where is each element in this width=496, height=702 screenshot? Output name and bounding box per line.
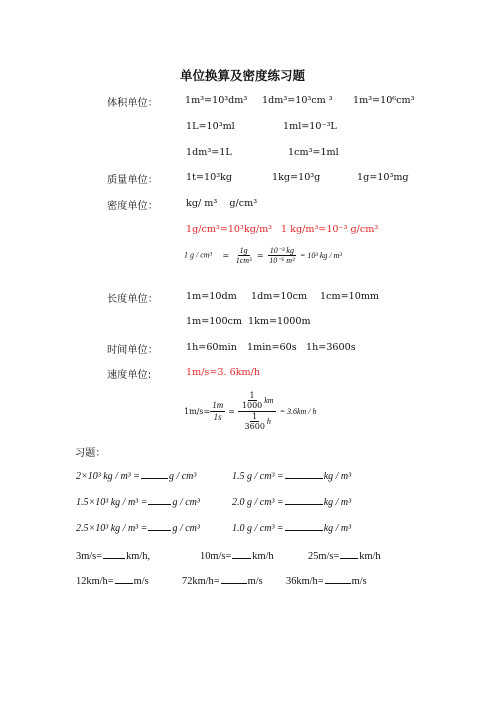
answer-blank[interactable]	[340, 548, 358, 559]
answer-blank[interactable]	[325, 573, 351, 584]
speed-derivation: 1m/s= $\frac{1m}{1s}$ = $\frac{1}{1000}$ km $\frac{1}{3600}$ h = 3.6km / h	[184, 391, 317, 431]
density-label: 密度单位：	[107, 201, 158, 212]
exercise-speed: 12km/h= m/s	[76, 573, 149, 587]
exercise-speed: 10m/s= km/h	[200, 548, 274, 562]
time-label: 时间单位：	[107, 345, 158, 356]
exercise-density: 2.5×10³ kg / m³ = g / cm³	[76, 520, 200, 534]
length-item: 1cm=10mm	[320, 291, 380, 302]
time-item: 1h=3600s	[306, 342, 356, 353]
answer-blank[interactable]	[103, 548, 125, 559]
page-title: 单位换算及密度练习题	[180, 68, 306, 83]
answer-blank[interactable]	[115, 573, 133, 584]
volume-label: 体积单位：	[107, 98, 158, 109]
volume-item: 1ml=10⁻³L	[283, 121, 337, 132]
fraction: $\frac{\text{10⁻³ kg}}{\text{10⁻⁶ m³}}$	[269, 246, 295, 266]
fraction: $\frac{1m}{1s}$	[212, 400, 224, 422]
fraction: $\frac{1}{3600}$	[244, 411, 265, 431]
density-units: kg/ m³ g/cm³	[186, 198, 258, 209]
time-item: 1h=60min	[186, 342, 237, 353]
volume-item: 1L=10³ml	[186, 121, 235, 132]
volume-item: 1m³=10⁶cm³	[353, 95, 415, 106]
mass-item: 1t=10³kg	[186, 172, 233, 183]
answer-blank[interactable]	[285, 494, 323, 505]
density-conversion: 1 kg/m³=10⁻³ g/cm³	[281, 224, 379, 235]
mass-item: 1g=10³mg	[357, 172, 409, 183]
exercise-density: 1.5×10³ kg / m³ = g / cm³	[76, 494, 200, 508]
length-item: 1km=1000m	[248, 316, 311, 327]
answer-blank[interactable]	[232, 548, 251, 559]
speed-conversion: 1m/s=3. 6km/h	[186, 367, 261, 378]
volume-item: 1cm³=1ml	[288, 147, 339, 158]
length-item: 1m=100cm	[186, 316, 243, 327]
length-item: 1dm=10cm	[251, 291, 308, 302]
answer-blank[interactable]	[148, 494, 171, 505]
volume-item: 1dm³=10³cm ³	[262, 95, 333, 106]
length-label: 长度单位：	[107, 294, 158, 305]
speed-label: 速度单位:	[107, 370, 152, 381]
answer-blank[interactable]	[221, 573, 247, 584]
answer-blank[interactable]	[285, 520, 323, 531]
density-derivation: 1 g / cm³ = $\frac{1g}{\text{1cm³}}$ = $\frac{\text{10⁻³ kg}}{\text{10⁻⁶ m³}}$ = 10³ kg / m³	[184, 246, 342, 266]
answer-blank[interactable]	[141, 468, 168, 479]
exercise-speed: 36km/h= m/s	[286, 573, 367, 587]
mass-item: 1kg=10³g	[272, 172, 321, 183]
exercise-speed: 25m/s= km/h	[308, 548, 381, 562]
compound-fraction: $\frac{1}{1000}$ km $\frac{1}{3600}$ h	[238, 391, 276, 431]
exercises-label: 习题：	[75, 448, 106, 459]
exercise-density: 1.0 g / cm³ = kg / m³	[232, 520, 351, 534]
length-item: 1m=10dm	[186, 291, 237, 302]
answer-blank[interactable]	[285, 468, 323, 479]
exercise-speed: 3m/s= km/h,	[76, 548, 150, 562]
time-item: 1min=60s	[247, 342, 297, 353]
exercise-density: 1.5 g / cm³ = kg / m³	[232, 468, 351, 482]
answer-blank[interactable]	[148, 520, 171, 531]
fraction: $\frac{1g}{\text{1cm³}}$	[235, 246, 252, 266]
exercise-speed: 72km/h= m/s	[182, 573, 263, 587]
volume-item: 1m³=10³dm³	[185, 95, 248, 106]
density-conversion: 1g/cm³=10³kg/m³	[186, 224, 273, 235]
mass-label: 质量单位：	[107, 175, 158, 186]
exercise-density: 2.0 g / cm³ = kg / m³	[232, 494, 351, 508]
fraction: $\frac{1}{1000}$	[241, 391, 263, 411]
volume-item: 1dm³=1L	[186, 147, 232, 158]
exercise-density: 2×10³ kg / m³ = g / cm³	[76, 468, 196, 482]
